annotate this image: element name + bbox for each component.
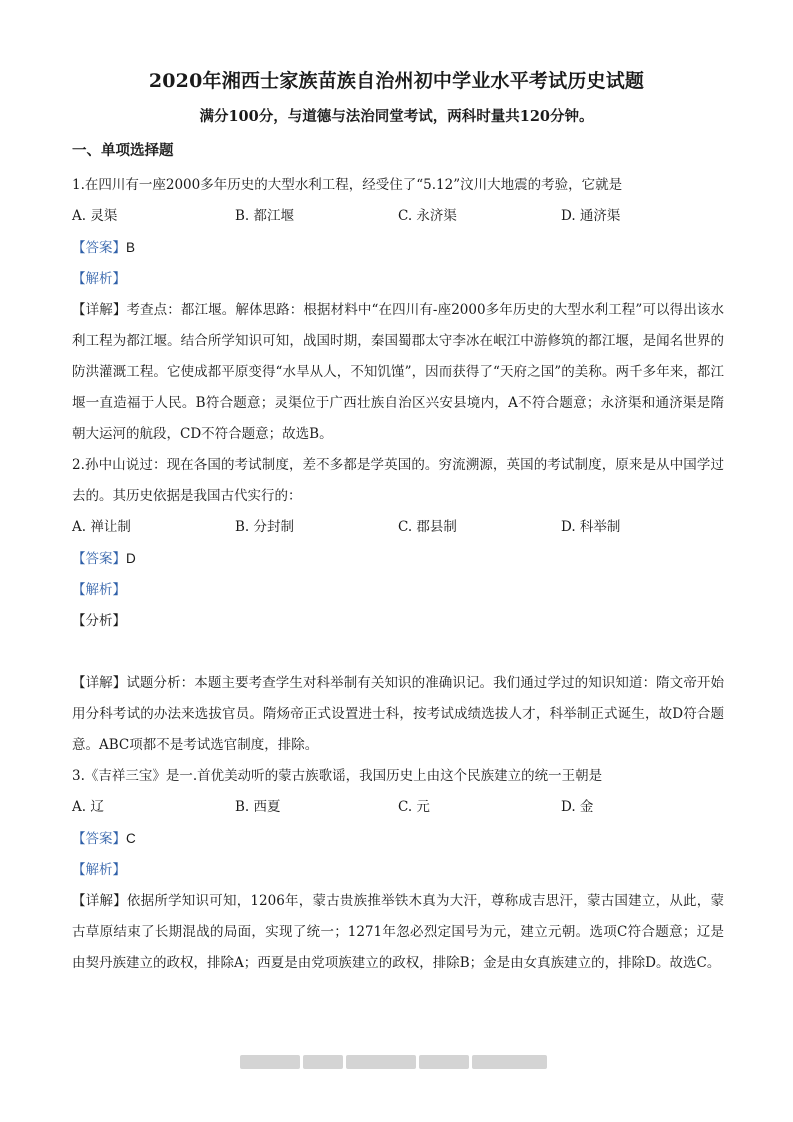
blur-block xyxy=(472,1055,547,1069)
option-a: A. 禅让制 xyxy=(72,519,131,535)
option-b: B. 西夏 xyxy=(235,799,281,815)
detail-paragraph xyxy=(72,886,724,979)
option-b: B. 都江堰 xyxy=(235,208,295,224)
blank-line xyxy=(72,637,724,668)
detail-label: 【详解】 xyxy=(72,675,127,691)
blurred-footer-watermark xyxy=(240,1055,550,1069)
exam-info-subtitle: 满分100分，与道德与法治同堂考试，两科时量共120分钟。 xyxy=(199,108,594,125)
answer-row xyxy=(72,543,724,575)
detail-paragraph xyxy=(72,668,724,761)
question-3 xyxy=(72,761,724,979)
section-heading: 一、单项选择题 xyxy=(72,142,174,159)
option-a: A. 辽 xyxy=(72,799,104,815)
detail-text: 考查点：都江堰。解体思路：根据材料中“在四川有-座2000多年历史的大型水利工程”可以得出该水利工程为都江堰。结合所学知识可知，战国时期，秦国蜀郡太守李冰在岷江中游修筑的都江堰，是闻名世界的防洪灌溉工程。它使成都平原变得“水旱从人，不知饥馑”，因而获得了“天府之国”的美称。两千多年来，都江堰一直造福于人民。B符合题意；灵渠位于广西壮族自治区兴安县境内，A不符合题意；永济渠和通济渠是隋朝大运河的航段，CD不符合题意；故选B。 xyxy=(72,302,724,442)
option-b: B. 分封制 xyxy=(235,519,295,535)
page-title: 2020年湘西士家族苗族自治州初中学业水平考试历史试题 xyxy=(148,70,645,92)
answer-row xyxy=(72,823,724,855)
analysis-label: 【解析】 xyxy=(72,862,126,878)
question-2 xyxy=(72,450,724,761)
question-stem: 1.在四川有一座2000多年历史的大型水利工程，经受住了“5.12”汶川大地震的考验，它就是 xyxy=(72,177,623,193)
detail-text: 依据所学知识可知，1206年，蒙古贵族推举铁木真为大汗，尊称成吉思汗，蒙古国建立，从此，蒙古草原结束了长期混战的局面，实现了统一；1271年忽必烈定国号为元，建立元朝。选项C符合题意；辽是由契丹族建立的政权，排除A；西夏是由党项族建立的政权，排除B；金是由女真族建立的，排除D。故选C。 xyxy=(72,893,725,971)
answer-row xyxy=(72,232,724,264)
detail-label: 【详解】 xyxy=(72,302,127,318)
question-stem: 2.孙中山说过：现在各国的考试制度，差不多都是学英国的。穷流溯源，英国的考试制度，原来是从中国学过去的。其历史依据是我国古代实行的： xyxy=(72,457,724,504)
option-a: A. 灵渠 xyxy=(72,208,118,224)
option-c: C. 郡县制 xyxy=(398,519,457,535)
detail-paragraph xyxy=(72,295,724,450)
option-d: D. 科举制 xyxy=(561,519,621,535)
blur-block xyxy=(419,1055,469,1069)
answer-label: 【答案】 xyxy=(72,831,126,847)
document-body xyxy=(72,140,724,979)
fenxi-label: 【分析】 xyxy=(72,613,126,629)
answer-label: 【答案】 xyxy=(72,240,126,256)
detail-text: 试题分析：本题主要考查学生对科举制有关知识的准确识记。我们通过学过的知识知道：隋文帝开始用分科考试的办法来选拔官员。隋炀帝正式设置进士科，按考试成绩选拔人才，科举制正式诞生，故D符合题意。ABC项都不是考试选官制度，排除。 xyxy=(72,675,725,753)
blur-block xyxy=(303,1055,343,1069)
option-d: D. 通济渠 xyxy=(561,208,621,224)
analysis-label: 【解析】 xyxy=(72,582,126,598)
option-c: C. 永济渠 xyxy=(398,208,457,224)
answer-value: D xyxy=(126,551,136,566)
question-stem: 3.《吉祥三宝》是一.首优美动听的蒙古族歌谣，我国历史上由这个民族建立的统一王朝是 xyxy=(72,768,603,784)
answer-label: 【答案】 xyxy=(72,551,126,567)
option-c: C. 元 xyxy=(398,799,430,815)
blur-block xyxy=(240,1055,300,1069)
option-d: D. 金 xyxy=(561,799,594,815)
question-options xyxy=(72,792,724,823)
answer-value: C xyxy=(126,831,136,846)
detail-label: 【详解】 xyxy=(72,893,127,909)
question-1 xyxy=(72,170,724,450)
blur-block xyxy=(346,1055,416,1069)
answer-value: B xyxy=(126,240,136,255)
analysis-label: 【解析】 xyxy=(72,271,126,287)
question-options xyxy=(72,201,724,232)
question-options xyxy=(72,512,724,543)
